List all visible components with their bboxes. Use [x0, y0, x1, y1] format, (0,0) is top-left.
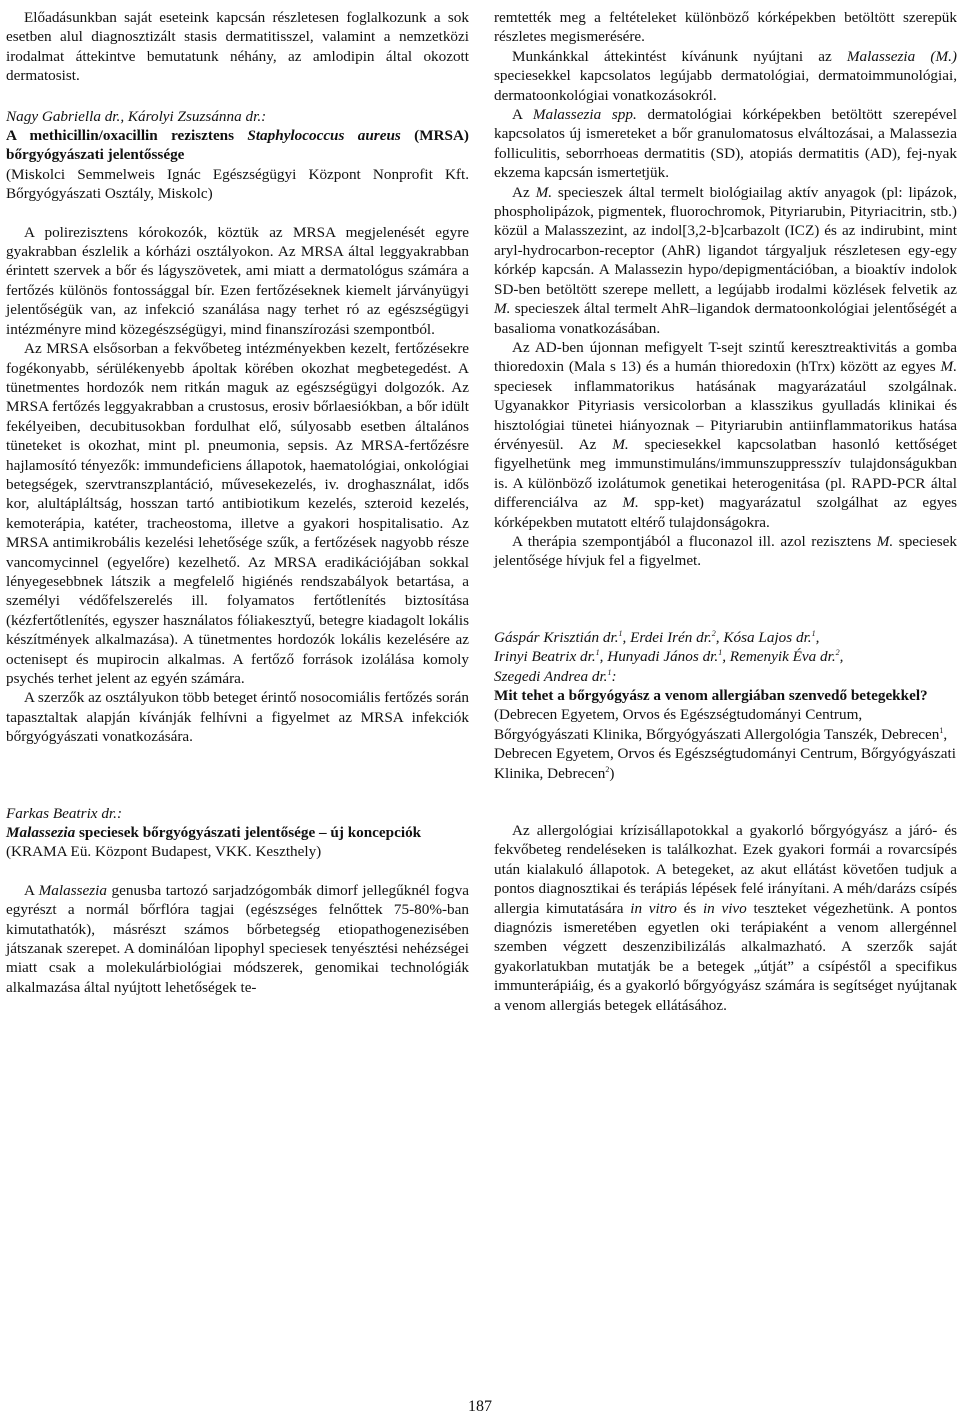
abstract-venom — [494, 628, 957, 1015]
abstract-paragraph: remtették meg a feltételeket különböző kórképekben betöltött szerepük részletes megismerésére. — [494, 9, 957, 46]
abstract-authors: Farkas Beatrix dr.: — [6, 804, 122, 822]
abstract-paragraph: A polirezisztens kórokozók, köztük az MRSA megjelenését egyre gyakrabban észlelik a kórházi osztályokon. Az MRSA által leggyakrabban érintett szervek a bőr és lágyszövetek, ami miatt a dermatológus számára a fertőzés különös fontossággal bír. Ezen fertőzéseknek kiemelt járványügyi jelentőségük van, az infekció szanálása nagy terhet ró az egészségügyi intézményre mind közegészségügyi, mind finanszírozási szempontból. — [6, 223, 469, 338]
abstract-affiliation: (Debrecen Egyetem, Orvos és Egészségtudományi Centrum, Bőrgyógyászati Klinika, Bőrgyógyászati Allergológia Tanszék, Debrecen$^1$, Debrecen Egyetem, Orvos és Egészségtudományi Centrum, Bőrgyógyászati Klinika, Debrecen$^2$) — [494, 706, 956, 782]
abstract-malassezia-continued — [494, 8, 957, 571]
abstract-paragraph: A Malassezia spp. dermatológiai kórképekben betöltött szerepével kapcsolatos új ismereteket a bőr granulomatosus elváltozásai, a Malassezia folliculitis, seborrhoeas dermatitis (SD), atopiás dermatitis (AD), fej-nyak ekzema kapcsán ismertetjük. — [494, 106, 957, 182]
abstract-paragraph: Munkánkkal áttekintést kívánunk nyújtani az Malassezia (M.) speciesekkel kapcsolatos legújabb dermatológiai, dermatoimmunológiai, dermatoonkológiai vonatkozásokról. — [494, 47, 957, 104]
abstract-title: Mit tehet a bőrgyógyász a venom allergiában szenvedő betegekkel? — [494, 687, 928, 704]
abstract-title: A methicillin/oxacillin rezisztens Staphylococcus aureus (MRSA) bőrgyógyászati jelentőssége — [6, 127, 469, 164]
intro-paragraph: Előadásunkban saját eseteink kapcsán részletesen foglalkozunk a sok esetben alul diagnosztizált stasis dermatitisszel, valamint a nemzetközi irodalmat áttekintve bemutatunk néhány, az amlodipin által okozott dermatosist. — [6, 9, 469, 85]
abstract-paragraph: A szerzők az osztályukon több beteget érintő nosocomiális fertőzés során tapasztaltak alapján kívánják felhívni a figyelmet az MRSA infekciók bőrgyógyászati vonatkozására. — [6, 689, 469, 746]
abstract-paragraph: Az MRSA elsősorban a fekvőbeteg intézményekben kezelt, fertőzésekre fogékonyabb, sérülékenyebb ápoltak körében okozhat megbetegedést. A tünetmentes hordozók nem ritkán maguk az egészségügyi dolgozók. Az MRSA fertőzés leggyakrabban a crustosus, erosiv bőrlaesiókban, a bőr idült fekélyeiben, decubitusokban fordulhat elő, súlyosabb esetben általános tüneteket is okozhat, mint pl. pneumonia, sepsis. Az MRSA-fertőzésre hajlamosító tényezők: immundeficiens állapotok, haematológiai, onkológiai betegségek, szervtranszplantáció, művesekezelés, iv. droghasználat, idős kor, alultápláltság, hosszan tartó antibiotikum kezelés, szteroid kezelés, kemoterápia, katéter, tracheostoma, illetve a gyakori hospitalisatio. Az MRSA antimikrobális kezelési lehetősége szűk, a fertőzések nagyobb része vancomycinnel (egyelőre) kezelhető. Az MRSA eradikációjában sokkal lényegesebbnek látszik a megfelelő higiénés rendszabályok betartása, a személyi védőfelszerelés ill. folyamatos fertőtlenítés biztosítása (kézfertőtlenítés, egyszer használatos fóliakesztyű, betegre kiadagolt lokális készítmények alkalmazása). A tünetmentes hordozók lokális kezelésére az octenisept és mupirocin alkalmas. A fertőző források izolálása komoly psychés terhet jelent az egyén számára. — [6, 340, 469, 687]
abstract-authors: Nagy Gabriella dr., Károlyi Zsuzsánna dr.: — [6, 107, 267, 125]
abstract-affiliation: (KRAMA Eü. Központ Budapest, VKK. Keszthely) — [6, 843, 322, 861]
abstract-paragraph: A therápia szempontjából a fluconazol ill. azol rezisztens M. speciesek jelentősége hívjuk fel a figyelmet. — [494, 532, 957, 570]
abstract-paragraph: Az allergológiai krízisállapotokkal a gyakorló bőrgyógyász a járó- és fekvőbeteg rendeléseken is találkozhat. Ezek gyakori formái a rovarcsípés után kialakuló állapotok. A betegeket, az akut ellátást követően tudjuk a pontos diagnosztikai és terápiás lépések felé irányítani. A méh/darázs csípés allergia kimutatására in vitro és in vivo teszteket végezhetünk. A pontos diagnózis ismeretében egyetlen oki terápiaként a venom allergénnel szemben végzett deszenzibilizálás alkalmazható. A szerzők saját gyakorlatukban mutatják be a betegek „útját” a csípéstől a specifikus immunterápiáig, és a gyakorló bőrgyógyász számára is segítséget nyújtanak a venom allergiás betegek ellátásához. — [494, 822, 958, 1014]
abstract-authors: Gáspár Krisztián dr.$^1$, Erdei Irén dr.$^2$, Kósa Lajos dr.$^1$, Irinyi Beatrix dr.$^1$, Hunyadi János dr.$^1$, Remenyik Éva dr.$^2$, Szegedi Andrea dr.$^1$: — [494, 628, 844, 685]
abstract-malassezia — [6, 804, 469, 998]
abstract-paragraph: Az AD-ben újonnan mefigyelt T-sejt szintű keresztreaktivitás a gomba thioredoxin (Mala s 13) és a humán thioredoxin (hTrx) között az egyes M. speciesek inflammatorikus hatásának magyarázatául szolgálnak. Ugyanakkor Pityriasis versicolorban a klasszikus gyulladás klinikai és hisztológiai tünetei hiányoznak – Pityriarubin antiinflammatorikus hatása érvényesül. Az M. speciesekkel kapcsolatban hasonló kettőséget figyelhetünk meg immunstimuláns/immunszuppresszív tulajdonságukban is. A különböző izolátumok genetikai heterogenitása (pl. RAPD-PCR által differenciálva az M. spp-ket) magyarázatul szolgálhat az egyes kórképekben mutatott eltérő tulajdonságokra. — [494, 338, 958, 531]
abstract-paragraph: A Malassezia genusba tartozó sarjadzógombák dimorf jellegűknél fogva egyrészt a normál bőrflóra tagjai (egészséges felnőttek 75-80%-ban kimutathatók), másrészt számos bőrbetegség etiopathogenezisében játszanak szerepet. A dominálóan lipophyl speciesek tenyésztési nehézségei miatt csak a molekulárbiológiai módszerek, genomikai technológiák alkalmazása által nyújtott lehetőségek te- — [6, 881, 469, 996]
right-column — [494, 8, 957, 1015]
page-number: 187 — [468, 1398, 492, 1415]
abstract-affiliation: (Miskolci Semmelweis Ignác Egészségügyi Központ Nonprofit Kft. Bőrgyógyászati Osztály, Miskolc) — [6, 165, 469, 203]
left-column — [6, 8, 469, 997]
abstract-mrsa — [6, 107, 469, 747]
abstract-paragraph: Az M. specieszek által termelt biológiailag aktív anyagok (pl: lipázok, phospholipázok, pigmentek, fluorochromok, Pityriarubin, Pityriacitrin, stb.) közül a Malasszezint, az indol[3,2-b]carbazolt (ICZ) és az indirubint, mint aryl-hydrocarbon-receptor (AhR) ligandot tárgyaljuk részletesen egy-egy kórkép kapcsán. A Malassezin hypo/depigmentációban, a bioaktív indolok SD-ben betöltött szerepe mellett, a legújabb irodalmi közlések felvetik az M. specieszek által termelt AhR–ligandok dermatoonkológiai jelentőségét a basalioma vonatkozásában. — [494, 183, 957, 337]
abstract-title: Malassezia speciesek bőrgyógyászati jelentősége – új koncepciók — [6, 824, 422, 842]
